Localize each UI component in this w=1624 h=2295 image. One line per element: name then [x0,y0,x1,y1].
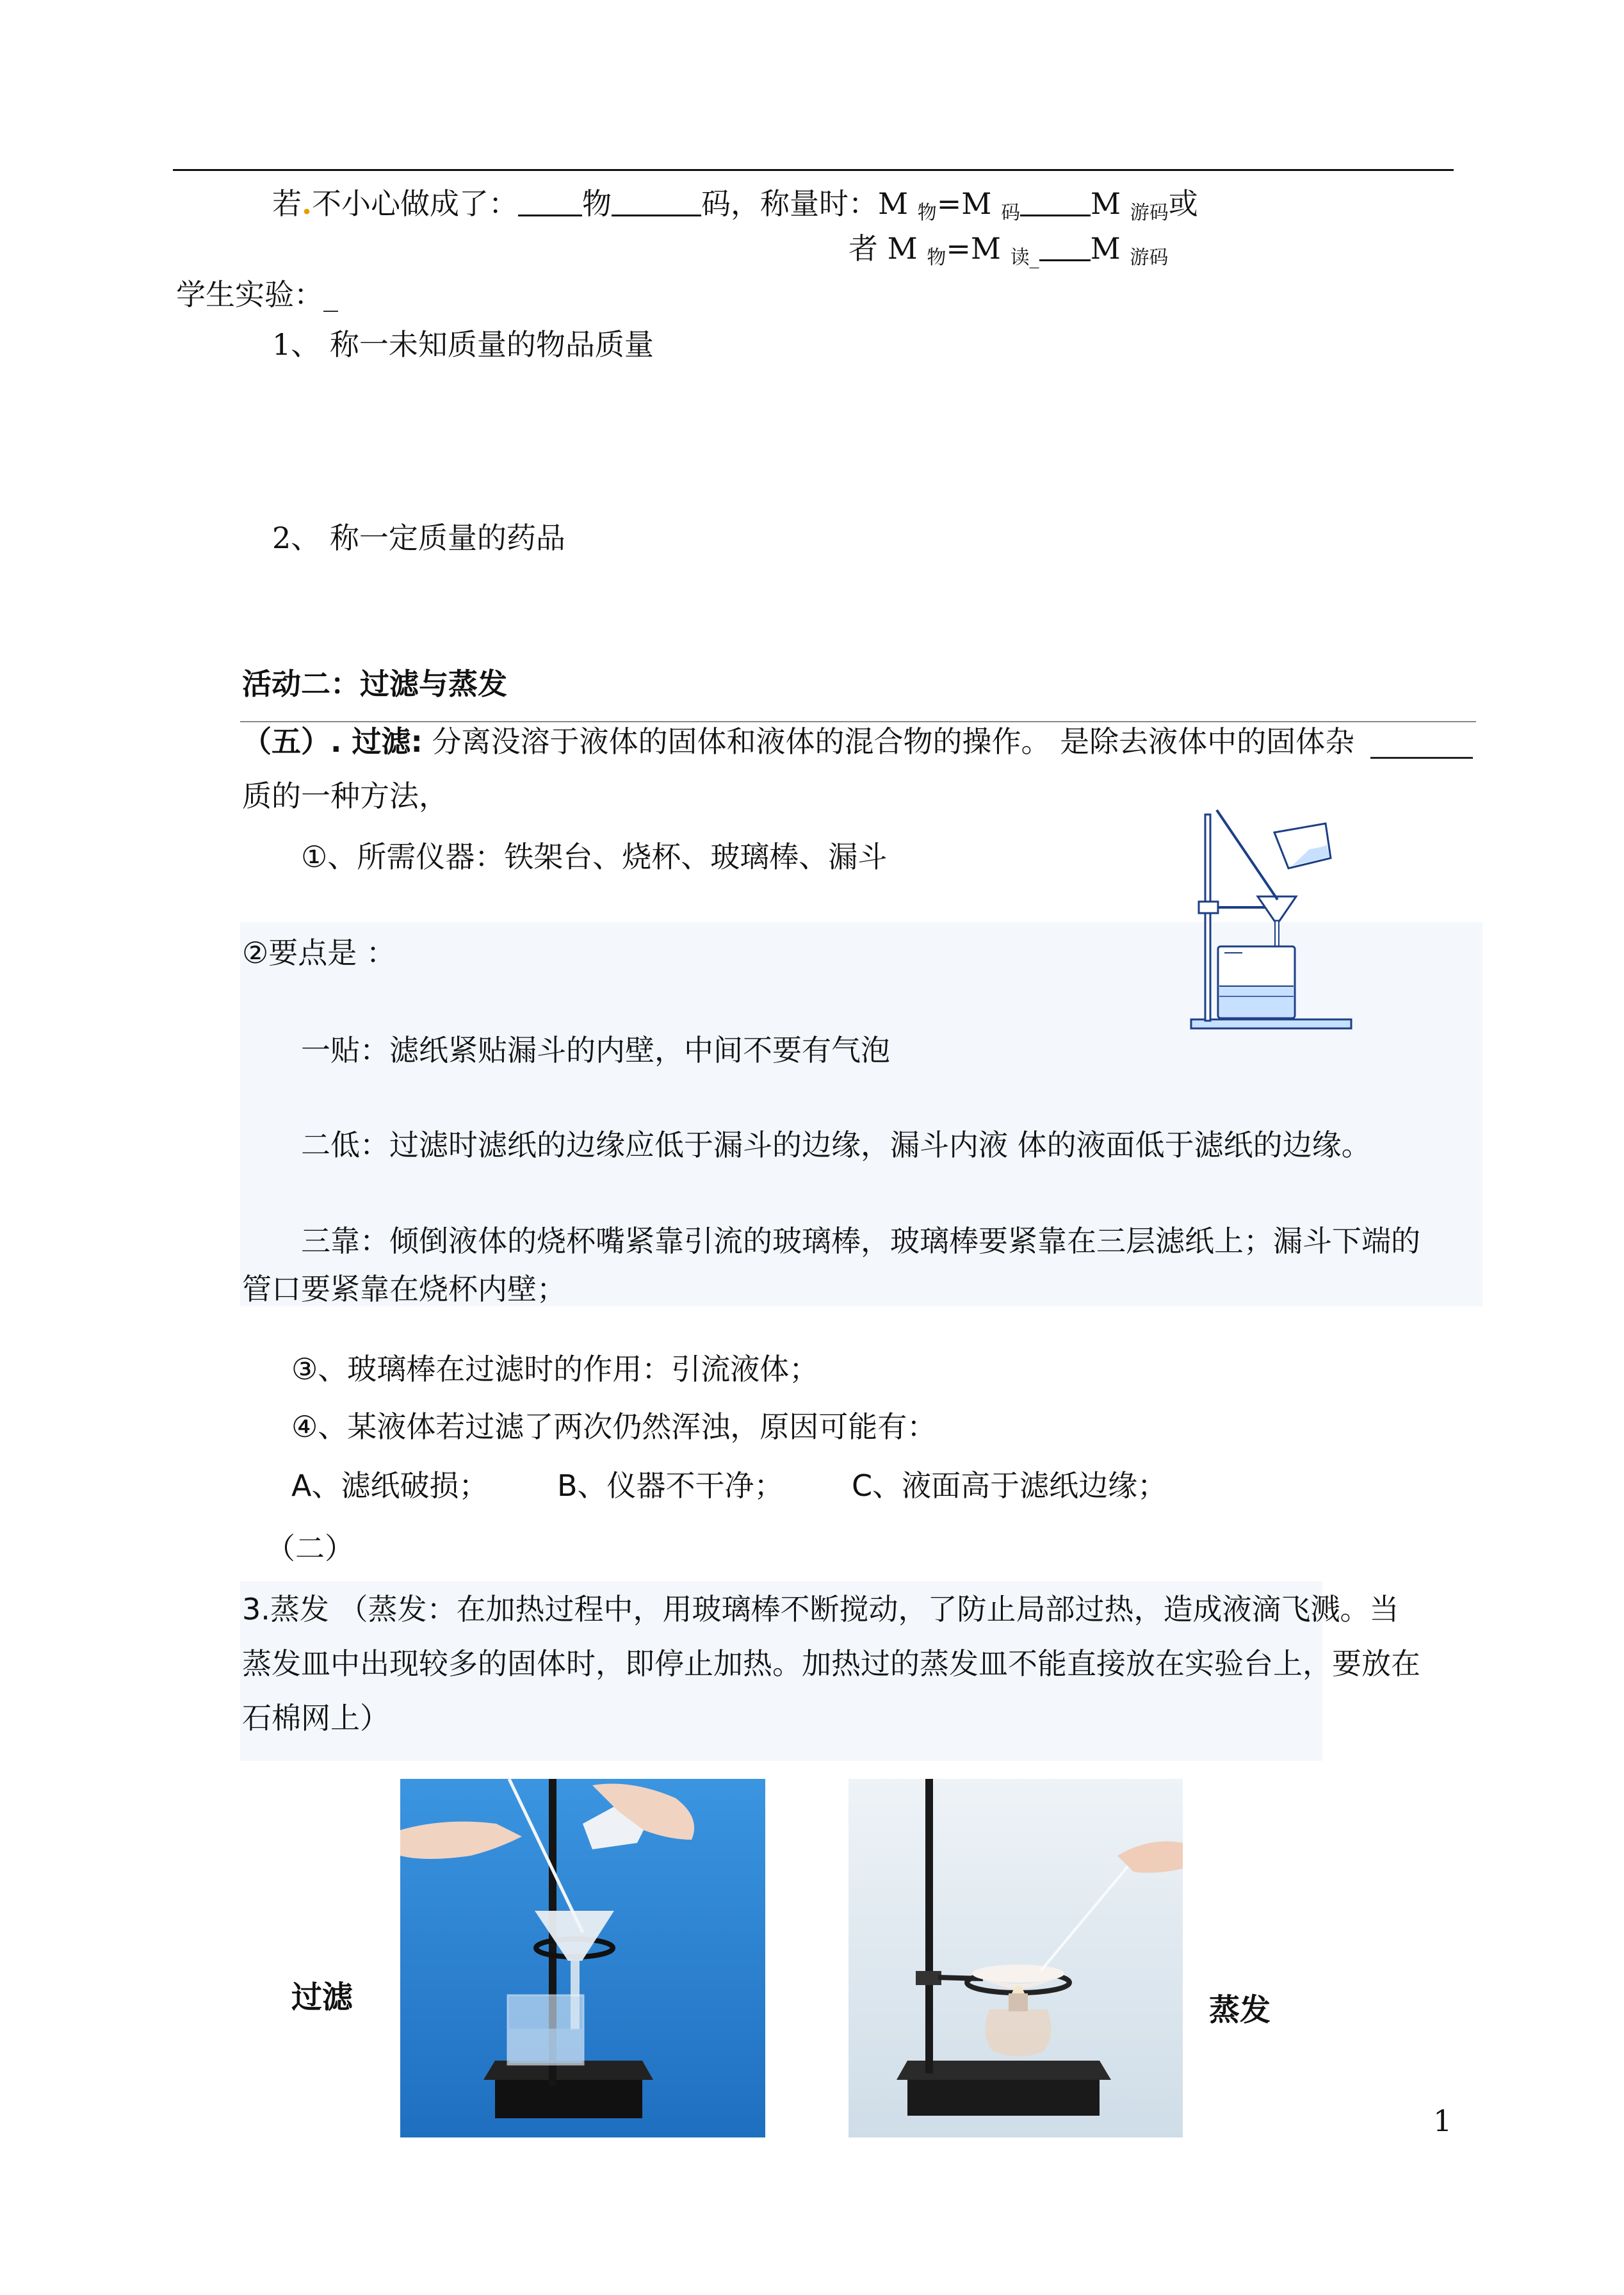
reasons-title: ④、某液体若过滤了两次仍然浑浊，原因可能有： [291,1409,937,1444]
evaporation-photo [849,1779,1183,2137]
task-2: 2、 称一定质量的药品 [272,521,565,555]
header-rule [173,169,1454,171]
glass-rod-role: ③、玻璃棒在过滤时的作用：引流液体； [291,1352,819,1386]
blank-4 [1039,234,1091,261]
point-one-stick: 一贴：滤纸紧贴漏斗的内壁，中间不要有气泡 [301,1033,890,1067]
blank-3 [1020,189,1091,216]
point-three-lean-line2: 管口要紧靠在烧杯内壁； [242,1272,566,1306]
caption-evaporate: 蒸发 [1209,1992,1271,2028]
underline-guti [1370,757,1473,759]
caption-filter: 过滤 [291,1979,353,2015]
reason-b: B、仪器不干净； [557,1468,784,1503]
activity-2-title: 活动二：过滤与蒸发 [242,667,507,701]
evaporation-line-2: 蒸发皿中出现较多的固体时，即停止加热。加热过的蒸发皿不能直接放在实验台上，要放在 [242,1646,1420,1681]
filtration-photo [400,1779,765,2137]
student-experiment-title: 学生实验：_ [176,277,338,312]
filtration-apparatus-diagram [1178,807,1358,1037]
evaporation-line-3: 石棉网上） [242,1701,389,1735]
task-1: 1、 称一未知质量的物品质量 [272,327,654,362]
key-points-title: ②要点是 ： [242,936,396,970]
filter-heading: （五）. 过滤: 分离没溶于液体的固体和液体的混合物的操作。 是除去液体中的固体杂 [242,724,1355,759]
section-two: （二） [266,1531,354,1566]
weighing-error-line: 若.不小心做成了： 物 码，称量时：M $_物$=M $_码$ M $_{游码}$或 [272,186,1198,224]
orange-dot: . [302,186,313,221]
filter-heading-line2: 质的一种方法， [242,779,448,813]
instruments-line: ①、所需仪器：铁架台、烧杯、玻璃棒、漏斗 [301,839,888,874]
blank-1 [518,189,582,216]
blank-2 [612,189,701,216]
point-three-lean: 三靠：倾倒液体的烧杯嘴紧靠引流的玻璃棒，玻璃棒要紧靠在三层滤纸上；漏斗下端的 [301,1224,1420,1258]
page-number: 1 [1433,2104,1452,2138]
reason-a: A、滤纸破损； [291,1468,489,1503]
point-two-low: 二低：过滤时滤纸的边缘应低于漏斗的边缘，漏斗内液 体的液面低于滤纸的边缘。 [301,1128,1371,1162]
filter-rule [240,721,1476,722]
weighing-error-line-2: 者 M $_物$=M $_{读\_}$ M $_{游码}$ [849,231,1169,269]
reason-c: C、液面高于滤纸边缘； [852,1468,1167,1503]
evaporation-line-1: 3.蒸发 （蒸发：在加热过程中，用玻璃棒不断搅动，了防止局部过热，造成液滴飞溅。当 [242,1592,1399,1626]
